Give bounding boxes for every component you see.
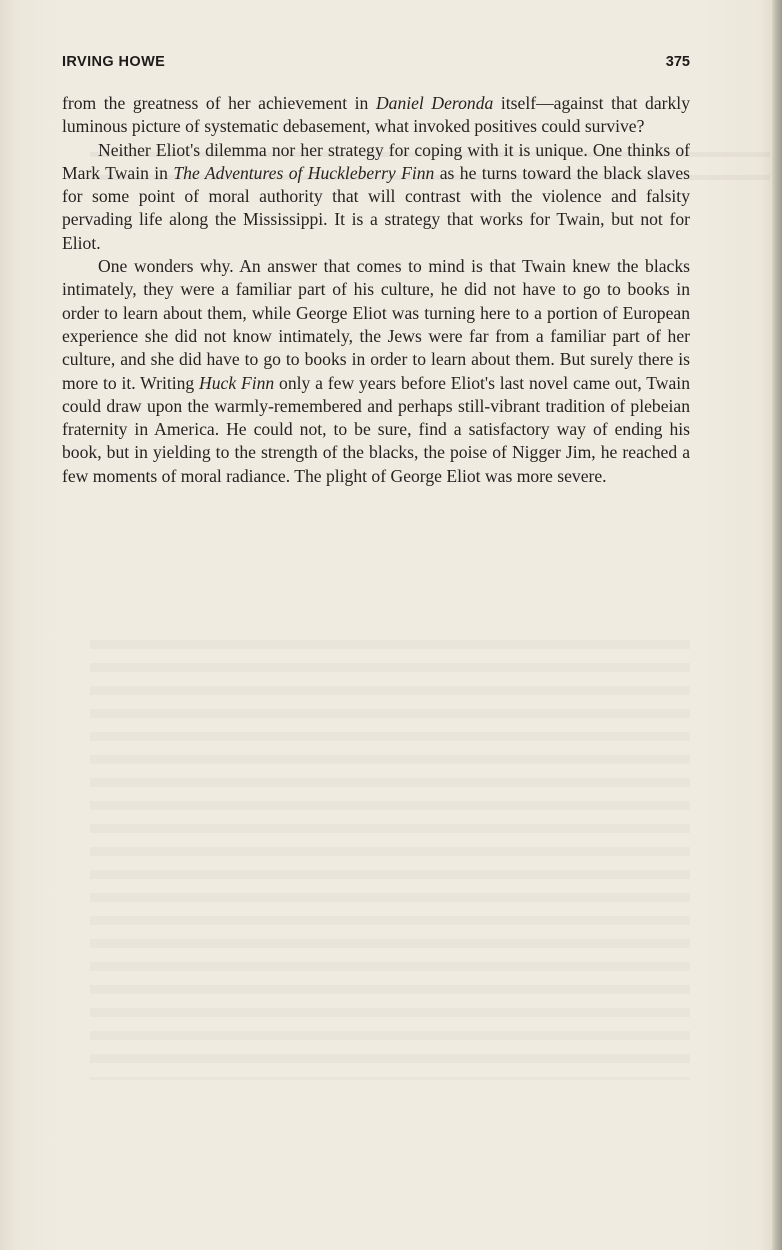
show-through-lines (90, 640, 690, 1080)
paragraph (62, 92, 690, 139)
text-segment: One wonders why. An answer that comes to mind is that Twain knew the blacks intimately, they were a familiar part of his culture, he did not have to go to books in order to learn about them, while George Eliot was turning here to a portion of European experience she did not know intimately, the Jews were far from a familiar part of her culture, and she did have to go to books in order to learn about them. But surely there is more to it. Writing (62, 256, 690, 393)
page-header (62, 54, 690, 76)
text-segment: from the greatness of her achievement in (62, 93, 376, 113)
italic-title: Huck Finn (199, 372, 275, 393)
paragraph (62, 139, 690, 255)
body-text (62, 92, 690, 488)
italic-title: Daniel Deronda (375, 93, 494, 113)
text-segment: itself—against that darkly luminous picture of systematic debasement, what invoked positives could survive? (62, 93, 690, 137)
running-head: IRVING HOWE (62, 54, 166, 70)
paragraph (62, 255, 690, 488)
italic-title: The Adventures of Huckleberry Finn (173, 162, 435, 183)
text-segment: Neither Eliot's dilemma nor her strategy for coping with it is unique. One thinks of Mark Twain in (62, 139, 690, 183)
page-number: 375 (665, 54, 690, 70)
text-segment: only a few years before Eliot's last novel came out, Twain could draw upon the warmly-remembered and perhaps still-vibrant tradition of plebeian fraternity in America. He could not, to be sure, find a satisfactory way of ending his book, but in yielding to the strength of the blacks, the poise of Nigger Jim, he reached a few moments of moral radiance. The plight of George Eliot was more severe. (62, 372, 690, 486)
page-edge-shadow (772, 0, 782, 1250)
text-segment: as he turns toward the black slaves for some point of moral authority that will contrast with the violence and falsity pervading life along the Mississippi. It is a strategy that works for Twain, but not for Eliot. (62, 162, 691, 253)
